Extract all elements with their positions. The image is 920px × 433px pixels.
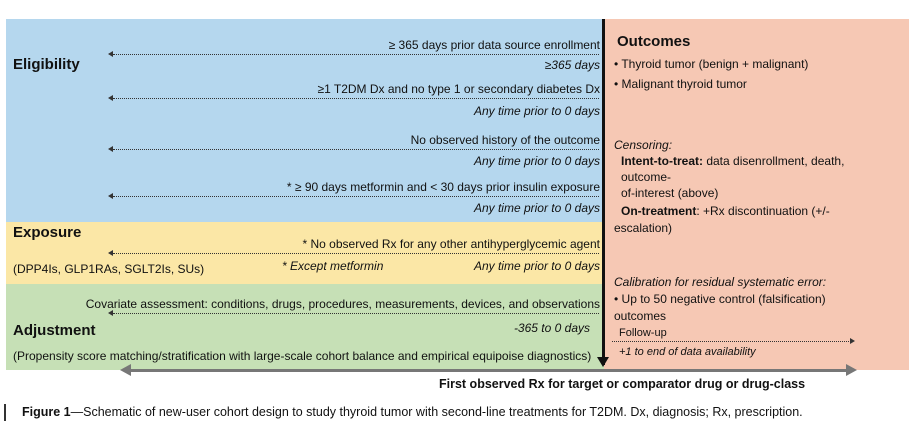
intent-to-treat-line2: outcome- [621,170,672,184]
outcomes-heading: Outcomes [617,33,691,50]
arrowhead-right-icon [846,364,857,376]
on-treatment-line2: escalation) [614,221,673,235]
eligibility-enrollment-window: ≥365 days [544,58,600,72]
intent-to-treat-text: data disenrollment, death, [706,154,845,168]
arrowhead-left-icon [108,51,113,57]
adjustment-heading: Adjustment [13,322,96,339]
arrowhead-left-icon [108,193,113,199]
arrowhead-right-icon [850,338,855,344]
eligibility-outcome-history-window-line [113,149,599,150]
figure-caption-text: —Schematic of new-user cohort design to study thyroid tumor with second-line treatments for T2DM. Dx, diagnosis; Rx, prescription. [70,405,803,419]
covariate-window: -365 to 0 days [513,321,590,335]
covariate-assessment-text: Covariate assessment: conditions, drugs, procedures, measurements, devices, and observations [85,297,600,311]
on-treatment-label: On-treatment [621,204,697,218]
eligibility-heading: Eligibility [13,56,80,73]
figure-label: Figure 1 [22,405,71,419]
eligibility-metformin-criterion: * ≥ 90 days metformin and < 30 days prior insulin exposure [286,180,600,194]
exposure-window-line [113,253,599,254]
eligibility-t2dm-window-line [113,98,599,99]
exposure-except-note: * Except metformin [282,259,384,273]
time-zero-line [602,19,605,365]
censoring-heading: Censoring: [614,138,673,152]
eligibility-t2dm-window: Any time prior to 0 days [473,104,600,118]
on-treatment-text: : +Rx discontinuation (+/- [696,204,830,218]
calibration-negative-controls: • Up to 50 negative control (falsification) [614,292,826,306]
eligibility-metformin-window: Any time prior to 0 days [473,201,600,215]
caption-bar [4,404,6,421]
eligibility-t2dm-criterion: ≥1 T2DM Dx and no type 1 or secondary diabetes Dx [317,82,600,96]
eligibility-outcome-history-criterion: No observed history of the outcome [410,133,600,147]
follow-up-line [612,341,851,342]
arrowhead-left-icon [108,250,113,256]
exposure-drug-classes: (DPP4Is, GLP1RAs, SGLT2Is, SUs) [13,262,205,276]
censoring-on-treatment [621,204,830,218]
calibration-negative-controls-line2: outcomes [614,309,667,323]
eligibility-enrollment-criterion: ≥ 365 days prior data source enrollment [388,38,600,52]
exposure-criterion: * No observed Rx for any other antihyperglycemic agent [302,237,600,251]
eligibility-metformin-window-line [113,196,599,197]
censoring-intent-to-treat [621,154,844,168]
follow-up-label: Follow-up [619,327,667,339]
intent-to-treat-label: Intent-to-treat: [621,154,703,168]
arrowhead-left-icon [108,146,113,152]
follow-up-window: +1 to end of data availability [619,346,756,358]
index-date-label: First observed Rx for target or comparator drug or drug-class [439,377,806,391]
timeline-axis [130,369,847,372]
outcome-malignant-thyroid-tumor: • Malignant thyroid tumor [614,77,747,91]
calibration-heading: Calibration for residual systematic error: [614,275,827,289]
arrowhead-left-icon [108,95,113,101]
arrowhead-left-icon [120,364,131,376]
exposure-heading: Exposure [13,224,82,241]
figure-caption [22,405,803,419]
adjustment-description: (Propensity score matching/stratification with large-scale cohort balance and empirical equipoise diagnostics) [13,349,592,363]
covariate-window-line [113,313,599,314]
intent-to-treat-line3: of-interest (above) [621,186,719,200]
outcome-thyroid-tumor: • Thyroid tumor (benign + malignant) [614,57,809,71]
arrowhead-left-icon [108,310,113,316]
arrowhead-down-icon [597,357,609,367]
eligibility-outcome-history-window: Any time prior to 0 days [473,154,600,168]
exposure-window: Any time prior to 0 days [473,259,600,273]
eligibility-enrollment-window-line [113,54,599,55]
